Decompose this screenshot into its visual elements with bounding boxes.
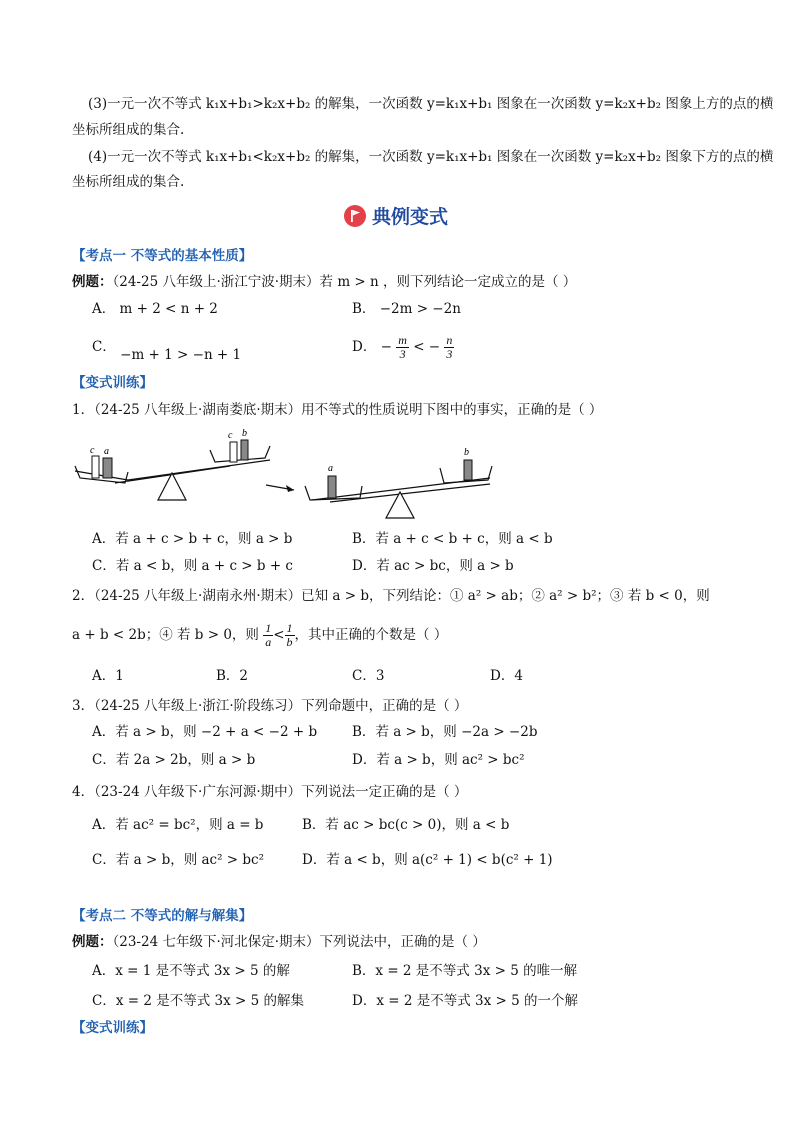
label-b-right: b — [242, 428, 247, 439]
q2-option-b: B．2 — [216, 668, 249, 684]
q1-option-a: A．若 a + c > b + c，则 a > b — [92, 531, 293, 547]
balance-scale-diagram — [70, 428, 530, 523]
q4-option-a: A．若 ac² = bc²，则 a = b — [92, 817, 264, 833]
fraction-1-over-a: $\frac{1}{a}$ — [265, 621, 272, 649]
kd1-example — [72, 273, 576, 291]
fraction-1-over-b: $\frac{1}{b}$ — [286, 621, 293, 649]
q1-option-d: D．若 ac > bc，则 a > b — [352, 558, 514, 574]
q2-lt: < — [273, 627, 285, 643]
q1-text: 1．（24-25 八年级上·湖南娄底·期末）用不等式的性质说明下图中的事实，正确的是（ ） — [72, 402, 603, 418]
q2-line2-b: ，其中正确的个数是（ ） — [294, 627, 448, 643]
q4-option-b: B．若 ac > bc(c > 0)，则 a < b — [302, 817, 510, 833]
kd2-example-option-b: B．x = 2 是不等式 3x > 5 的唯一解 — [352, 963, 578, 979]
intro-p4-line1: (4)一元一次不等式 k₁x+b₁<k₂x+b₂ 的解集，一次函数 y=k₁x+b₁ 图象在一次函数 y=k₂x+b₂ 图象下方的点的横 — [88, 149, 774, 165]
q3-option-d: D．若 a > b，则 ac² > bc² — [352, 752, 525, 768]
kd2-example-option-c: C．x = 2 是不等式 3x > 5 的解集 — [92, 993, 304, 1009]
example-text: （24-25 八年级上·浙江宁波·期末）若 m > n ，则下列结论一定成立的是（ ） — [112, 274, 577, 290]
kd1-example-option-b: B． −2m > −2n — [352, 301, 461, 317]
intro-p3-line1: (3)一元一次不等式 k₁x+b₁>k₂x+b₂ 的解集，一次函数 y=k₁x+b₁ 图象在一次函数 y=k₂x+b₂ 图象上方的点的横 — [88, 96, 774, 112]
q1-option-b: B．若 a + c < b + c，则 a < b — [352, 531, 553, 547]
kd2-practice-heading: 【变式训练】 — [72, 1020, 153, 1036]
label-a-left: a — [104, 446, 109, 457]
intro-p4-line2: 坐标所组成的集合. — [72, 174, 185, 190]
kd1-practice-heading: 【变式训练】 — [72, 375, 153, 391]
option-c-label: C． — [92, 339, 116, 355]
option-c-expr: −m + 1 > −n + 1 — [120, 347, 242, 363]
section-title — [344, 202, 448, 229]
label-a-after: a — [328, 463, 333, 474]
label-b-after: b — [464, 447, 469, 458]
q3-option-a: A．若 a > b，则 −2 + a < −2 + b — [92, 724, 318, 740]
kd2-heading: 【考点二 不等式的解与解集】 — [72, 908, 253, 924]
kd2-example-option-a: A．x = 1 是不等式 3x > 5 的解 — [92, 963, 290, 979]
q2-option-d: D．4 — [490, 668, 523, 684]
option-d-sign: − — [380, 339, 392, 355]
option-d-label: D． — [352, 339, 377, 355]
intro-p3-line2: 坐标所组成的集合. — [72, 122, 185, 138]
arrow-right-icon — [266, 485, 294, 492]
q1-option-c: C．若 a < b，则 a + c > b + c — [92, 558, 293, 574]
option-d-lt: < − — [413, 339, 441, 355]
kd1-heading: 【考点一 不等式的基本性质】 — [72, 248, 253, 264]
q3-option-b: B．若 a > b，则 −2a > −2b — [352, 724, 538, 740]
kd2-example — [72, 933, 486, 951]
q3-option-c: C．若 2a > 2b，则 a > b — [92, 752, 256, 768]
q4-text: 4．（23-24 八年级下·广东河源·期中）下列说法一定正确的是（ ） — [72, 784, 468, 800]
fraction-n-over-3: $\frac{n}{3}$ — [446, 333, 453, 361]
flag-icon — [344, 205, 366, 227]
q2-line2 — [72, 622, 447, 649]
q2-line2-a: a + b < 2b；④ 若 b > 0，则 — [72, 627, 259, 643]
label-c-right: c — [228, 430, 233, 441]
scale-after — [305, 460, 492, 518]
q4-option-d: D．若 a < b，则 a(c² + 1) < b(c² + 1) — [302, 852, 553, 868]
q2-text: 2．（24-25 八年级上·湖南永州·期末）已知 a > b，下列结论：① a² > ab；② a² > b²；③ 若 b < 0，则 — [72, 588, 710, 604]
kd1-example-option-a: A． m + 2 < n + 2 — [92, 301, 218, 317]
fraction-m-over-3: $\frac{m}{3}$ — [398, 333, 407, 361]
q2-option-a: A．1 — [92, 668, 124, 684]
kd2-example-prefix: 例题： — [72, 934, 113, 950]
kd1-example-option-c — [92, 338, 242, 363]
kd2-example-text: （23-24 七年级下·河北保定·期末）下列说法中，正确的是（ ） — [112, 934, 486, 950]
section-title-text: 典例变式 — [372, 206, 449, 228]
example-prefix: 例题： — [72, 274, 113, 290]
kd2-example-option-d: D．x = 2 是不等式 3x > 5 的一个解 — [352, 993, 578, 1009]
kd1-example-option-d — [352, 334, 454, 361]
q4-option-c: C．若 a > b，则 ac² > bc² — [92, 852, 265, 868]
label-c-left: c — [90, 445, 95, 456]
q2-option-c: C．3 — [352, 668, 385, 684]
q3-text: 3．（24-25 八年级上·浙江·阶段练习）下列命题中，正确的是（ ） — [72, 698, 468, 714]
